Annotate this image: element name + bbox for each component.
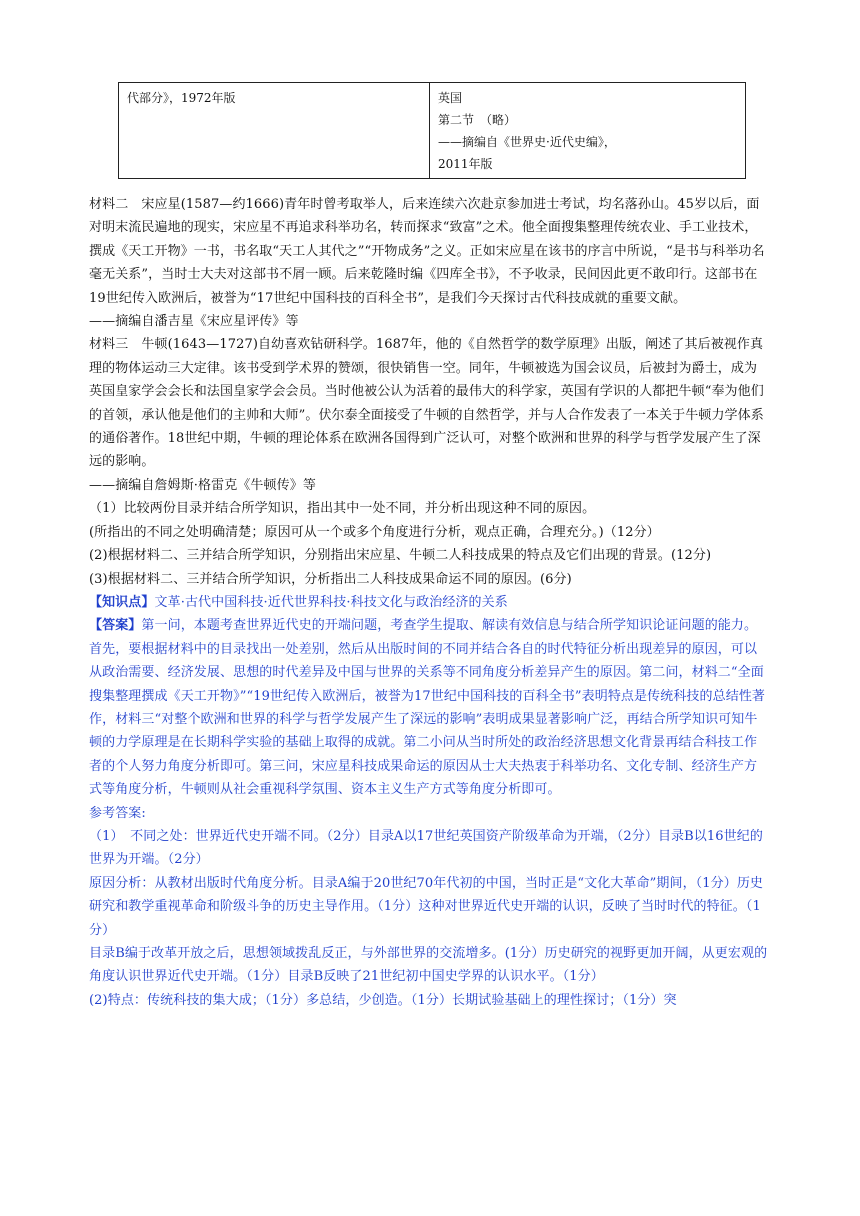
- knowledge-text: 文革·古代中国科技·近代世界科技·科技文化与政治经济的关系: [154, 594, 508, 610]
- catalog-b-line: 英国: [438, 91, 463, 105]
- knowledge-point: [89, 591, 769, 614]
- material-three-source: ——摘编自詹姆斯·格雷克《牛顿传》等: [89, 477, 316, 493]
- answer-text: 第一问，本题考查世界近代史的开端问题，考查学生提取、解读有效信息与结合所学知识论证问题的能力。首先，要根据材料中的目录找出一处差别，然后从出版时间的不同并结合各自的时代特征分析出现差异的原因，可以从政治需要、经济发展、思想的时代差异及中国与世界的关系等不同角度分析差异产生的原因。第二问，材料二“全面搜集整理撰成《天工开物》”“19世纪传入欧洲后，被誉为17世纪中国科技的百科全书”表明特点是传统科技的总结性著作，材料三“对整个欧洲和世界的科学与哲学发展产生了深远的影响”表明成果显著影响广泛，再结合所学知识可知牛顿的力学原理是在长期科学实验的基础上取得的成就。第二小问从当时所处的政治经济思想文化背景再结合科技工作者的个人努力角度分析即可。第三问，宋应星科技成果命运的原因从士大夫热衷于科举功名、文化专制、经济生产方式等角度分析，牛顿则从社会重视科学氛围、资本主义生产方式等角度分析即可。: [89, 618, 766, 798]
- reference-answer-2: 原因分析：从教材出版时代角度分析。目录A编于20世纪70年代初的中国，当时正是“文化大革命”期间，（1分）历史研究和教学重视革命和阶级斗争的历史主导作用。（1分）这种对世界近代史开端的认识，反映了当时时代的特征。（1分）: [89, 875, 764, 938]
- reference-answer-label: 参考答案:: [89, 805, 146, 821]
- catalog-b-line: 第二节 （略）: [438, 113, 517, 127]
- material-three: 材料三 牛顿(1643—1727)自幼喜欢钻研科学。1687年，他的《自然哲学的数学原理》出版，阐述了其后被视作真理的物体运动三大定律。该书受到学术界的赞颂，很快销售一空。同年，牛顿被选为国会议员，后被封为爵士，成为英国皇家学会会长和法国皇家学会会员。当时他被公认为活着的最伟大的科学家，英国有学识的人都把牛顿“奉为他们的首领，承认他是他们的主帅和大师”。伏尔泰全面接受了牛顿的自然哲学，并与人合作发表了一本关于牛顿力学体系的通俗著作。18世纪中期，牛顿的理论体系在欧洲各国得到广泛认可，对整个欧洲和世界的科学与哲学发展产生了深远的影响。: [89, 337, 764, 470]
- question-three: (3)根据材料二、三并结合所学知识，分析指出二人科技成果命运不同的原因。(6分): [89, 571, 572, 587]
- document-body: [89, 193, 769, 1012]
- catalog-b-line: ——摘编自《世界史·近代史编》，: [438, 135, 616, 149]
- knowledge-tag: 【知识点】: [89, 594, 155, 610]
- reference-answer-3: 目录B编于改革开放之后，思想领域拨乱反正，与外部世界的交流增多。(1分）历史研究的视野更加开阔，从更宏观的角度认识世界近代史开端。（1分）目录B反映了21世纪初中国史学界的认识水平。（1分）: [89, 946, 768, 985]
- reference-answer-1: （1） 不同之处：世界近代史开端不同。（2分）目录A以17世纪英国资产阶级革命为开端，（2分）目录B以16世纪的世界为开端。（2分）: [89, 828, 763, 868]
- question-two: (2)根据材料二、三并结合所学知识，分别指出宋应星、牛顿二人科技成果的特点及它们出现的背景。(12分): [89, 548, 712, 564]
- catalog-b-line: 2011年版: [438, 157, 493, 171]
- catalog-b-cell: [430, 83, 746, 179]
- question-one: （1）比较两份目录并结合所学知识，指出其中一处不同，并分析出现这种不同的原因。: [89, 501, 596, 517]
- catalog-a-text: 代部分》，1972年版: [127, 91, 236, 105]
- question-one-note: (所指出的不同之处明确清楚；原因可从一个或多个角度进行分析，观点正确，合理充分。)（12分）: [89, 524, 660, 540]
- reference-answer-4: (2)特点：传统科技的集大成；（1分）多总结，少创造。（1分）长期试验基础上的理性探讨；（1分）突: [89, 992, 677, 1008]
- material-two: 材料二 宋应星(1587—约1666)青年时曾考取举人，后来连续六次赴京参加进士考试，均名落孙山。45岁以后，面对明末流民遍地的现实，宋应星不再追求科举功名，转而探求“致富”之术。他全面搜集整理传统农业、手工业技术，撰成《天工开物》一书，书名取“天工人其代之”“开物成务”之义。正如宋应星在该书的序言中所说，“是书与科举功名毫无关系”，当时士大夫对这部书不屑一顾。后来乾隆时编《四库全书》，不予收录，民间因此更不敢印行。这部书在19世纪传入欧洲后，被誉为“17世纪中国科技的百科全书”，是我们今天探讨古代科技成就的重要文献。: [89, 197, 765, 306]
- material-two-source: ——摘编自潘吉星《宋应星评传》等: [89, 314, 299, 330]
- catalog-comparison-table: [118, 82, 746, 179]
- answer-analysis: [89, 614, 769, 801]
- answer-tag: 【答案】: [89, 618, 142, 634]
- catalog-a-cell: [119, 83, 430, 179]
